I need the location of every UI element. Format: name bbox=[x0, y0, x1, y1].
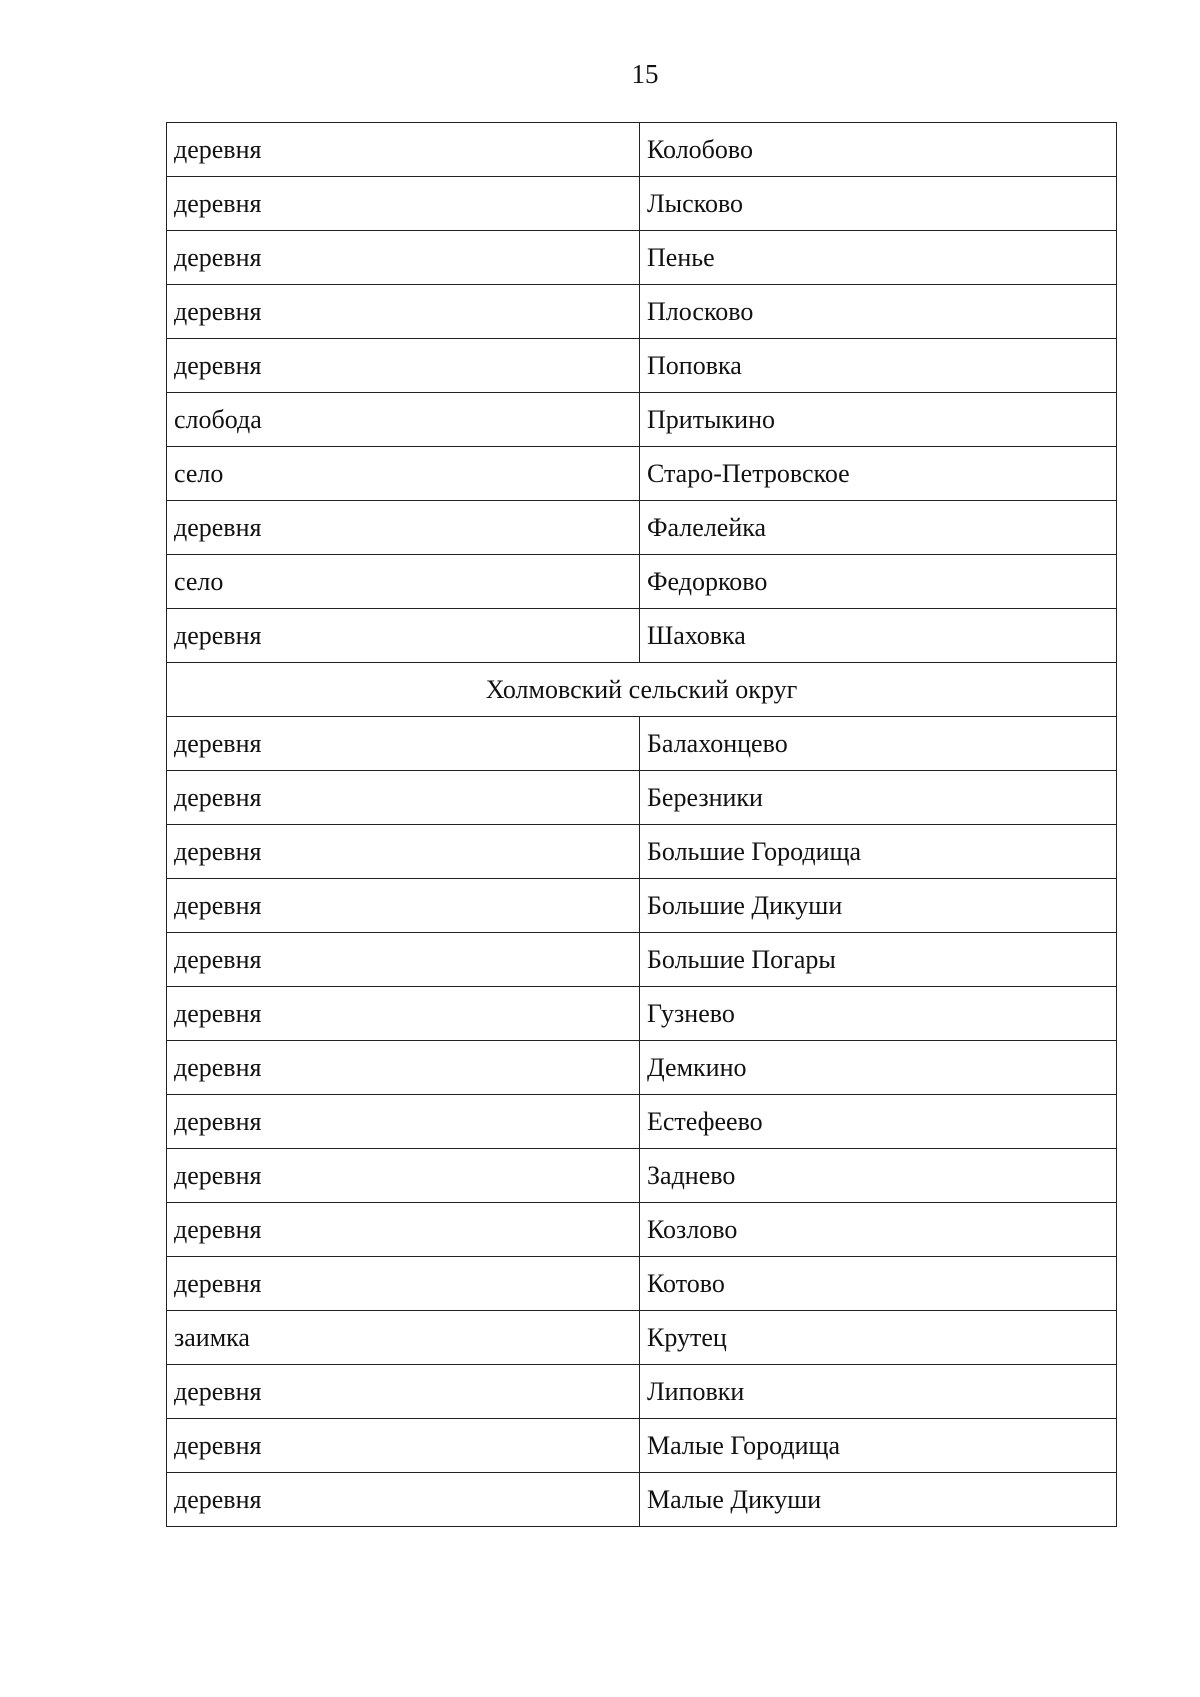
settlement-name-cell: Плосково bbox=[640, 285, 1117, 339]
table-row bbox=[167, 1311, 1117, 1365]
settlement-type-cell: деревня bbox=[167, 123, 640, 177]
table-row bbox=[167, 393, 1117, 447]
settlement-name-cell: Поповка bbox=[640, 339, 1117, 393]
settlement-name-cell: Колобово bbox=[640, 123, 1117, 177]
settlement-type-cell: деревня bbox=[167, 1041, 640, 1095]
table-row bbox=[167, 231, 1117, 285]
settlement-type-cell: деревня bbox=[167, 1257, 640, 1311]
settlement-type-cell: деревня bbox=[167, 1203, 640, 1257]
settlement-name-cell: Федорково bbox=[640, 555, 1117, 609]
settlement-type-cell: деревня bbox=[167, 1095, 640, 1149]
table-row bbox=[167, 1365, 1117, 1419]
settlement-name-cell: Лысково bbox=[640, 177, 1117, 231]
settlement-type-cell: деревня bbox=[167, 285, 640, 339]
table-row bbox=[167, 123, 1117, 177]
settlement-name-cell: Большие Дикуши bbox=[640, 879, 1117, 933]
settlement-name-cell: Большие Погары bbox=[640, 933, 1117, 987]
table-row bbox=[167, 1257, 1117, 1311]
table-row bbox=[167, 177, 1117, 231]
settlement-name-cell: Фалелейка bbox=[640, 501, 1117, 555]
table-row bbox=[167, 285, 1117, 339]
settlement-name-cell: Заднево bbox=[640, 1149, 1117, 1203]
settlement-type-cell: деревня bbox=[167, 1419, 640, 1473]
section-title: Холмовский сельский округ bbox=[167, 663, 1117, 717]
settlement-type-cell: деревня bbox=[167, 1149, 640, 1203]
settlement-type-cell: село bbox=[167, 447, 640, 501]
settlement-type-cell: село bbox=[167, 555, 640, 609]
settlement-name-cell: Шаховка bbox=[640, 609, 1117, 663]
settlement-name-cell: Котово bbox=[640, 1257, 1117, 1311]
settlement-type-cell: слобода bbox=[167, 393, 640, 447]
settlement-name-cell: Балахонцево bbox=[640, 717, 1117, 771]
settlement-type-cell: заимка bbox=[167, 1311, 640, 1365]
table-row bbox=[167, 771, 1117, 825]
settlement-name-cell: Малые Дикуши bbox=[640, 1473, 1117, 1527]
settlement-name-cell: Старо-Петровское bbox=[640, 447, 1117, 501]
settlement-type-cell: деревня bbox=[167, 1365, 640, 1419]
table-row bbox=[167, 339, 1117, 393]
page-number: 15 bbox=[631, 59, 659, 89]
table-row bbox=[167, 447, 1117, 501]
settlement-type-cell: деревня bbox=[167, 717, 640, 771]
settlement-type-cell: деревня bbox=[167, 177, 640, 231]
table-row bbox=[167, 501, 1117, 555]
settlement-type-cell: деревня bbox=[167, 933, 640, 987]
table-row bbox=[167, 879, 1117, 933]
table-row bbox=[167, 933, 1117, 987]
settlement-type-cell: деревня bbox=[167, 339, 640, 393]
settlement-type-cell: деревня bbox=[167, 879, 640, 933]
settlement-name-cell: Демкино bbox=[640, 1041, 1117, 1095]
settlement-type-cell: деревня bbox=[167, 825, 640, 879]
settlement-name-cell: Естефеево bbox=[640, 1095, 1117, 1149]
table-row bbox=[167, 555, 1117, 609]
settlement-name-cell: Гузнево bbox=[640, 987, 1117, 1041]
settlement-name-cell: Липовки bbox=[640, 1365, 1117, 1419]
table-row bbox=[167, 1419, 1117, 1473]
settlement-type-cell: деревня bbox=[167, 1473, 640, 1527]
settlements-table-body bbox=[167, 123, 1117, 1527]
settlements-table bbox=[166, 122, 1117, 1527]
table-row bbox=[167, 717, 1117, 771]
settlement-name-cell: Большие Городища bbox=[640, 825, 1117, 879]
settlement-name-cell: Притыкино bbox=[640, 393, 1117, 447]
settlement-name-cell: Березники bbox=[640, 771, 1117, 825]
table-row bbox=[167, 825, 1117, 879]
settlement-name-cell: Козлово bbox=[640, 1203, 1117, 1257]
settlement-type-cell: деревня bbox=[167, 501, 640, 555]
settlement-type-cell: деревня bbox=[167, 987, 640, 1041]
settlement-type-cell: деревня bbox=[167, 771, 640, 825]
table-row bbox=[167, 987, 1117, 1041]
settlement-type-cell: деревня bbox=[167, 231, 640, 285]
settlement-name-cell: Пенье bbox=[640, 231, 1117, 285]
table-row bbox=[167, 1095, 1117, 1149]
table-row bbox=[167, 609, 1117, 663]
settlement-name-cell: Крутец bbox=[640, 1311, 1117, 1365]
section-header-row bbox=[167, 663, 1117, 717]
settlement-name-cell: Малые Городища bbox=[640, 1419, 1117, 1473]
settlement-type-cell: деревня bbox=[167, 609, 640, 663]
table-row bbox=[167, 1473, 1117, 1527]
table-row bbox=[167, 1149, 1117, 1203]
table-row bbox=[167, 1041, 1117, 1095]
table-row bbox=[167, 1203, 1117, 1257]
